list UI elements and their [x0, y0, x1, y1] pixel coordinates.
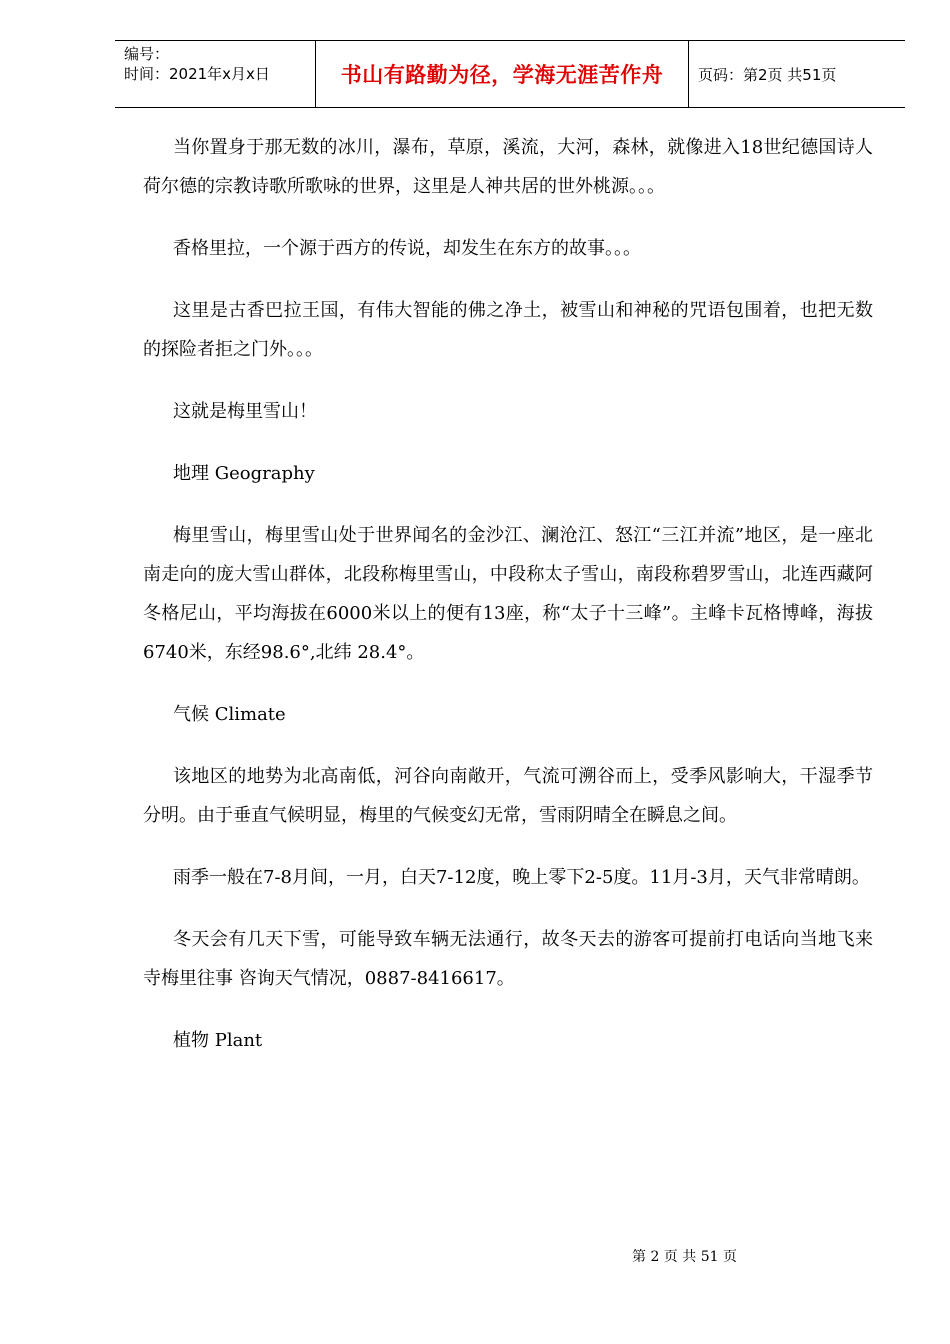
section-heading-climate: 气候 Climate	[173, 704, 286, 725]
page-footer: 第 2 页 共 51 页	[632, 1249, 737, 1265]
paragraph: 梅里雪山，梅里雪山处于世界闻名的金沙江、澜沧江、怒江“三江并流”地区，是一座北南走向的庞大雪山群体，北段称梅里雪山，中段称太子雪山，南段称碧罗雪山，北连西藏阿冬格尼山，平均海拔在6000米以上的便有13座，称“太子十三峰”。主峰卡瓦格博峰，海拔6740米，东经98.6°,北纬 28.4°。	[143, 525, 873, 663]
paragraph: 这就是梅里雪山！	[173, 401, 317, 422]
paragraph: 这里是古香巴拉王国，有伟大智能的佛之净土，被雪山和神秘的咒语包围着，也把无数的探险者拒之门外。。。	[143, 300, 873, 360]
document-date: 时间：2021年x月x日	[124, 65, 270, 83]
paragraph: 该地区的地势为北高南低，河谷向南敞开，气流可溯谷而上，受季风影响大，干湿季节分明。由于垂直气候明显，梅里的气候变幻无常，雪雨阴晴全在瞬息之间。	[143, 766, 873, 826]
header-meta	[115, 41, 316, 107]
section-heading-geography: 地理 Geography	[173, 463, 315, 484]
header-motto: 书山有路勤为径，学海无涯苦作舟	[316, 41, 689, 107]
document-body	[143, 128, 873, 1083]
paragraph: 当你置身于那无数的冰川，瀑布，草原，溪流，大河，森林，就像进入18世纪德国诗人荷尔德的宗教诗歌所歌咏的世界，这里是人神共居的世外桃源。。。	[143, 137, 873, 197]
paragraph: 雨季一般在7-8月间，一月，白天7-12度，晚上零下2-5度。11月-3月，天气非常晴朗。	[173, 867, 870, 888]
section-heading-plant: 植物 Plant	[173, 1030, 263, 1051]
header-page-info: 页码：第2页 共51页	[698, 65, 837, 84]
page-header	[115, 40, 905, 108]
paragraph: 冬天会有几天下雪，可能导致车辆无法通行，故冬天去的游客可提前打电话向当地飞来寺梅里往事 咨询天气情况，0887-8416617。	[143, 929, 873, 989]
paragraph: 香格里拉，一个源于西方的传说，却发生在东方的故事。。。	[173, 238, 641, 259]
document-number-label: 编号：	[124, 45, 170, 63]
